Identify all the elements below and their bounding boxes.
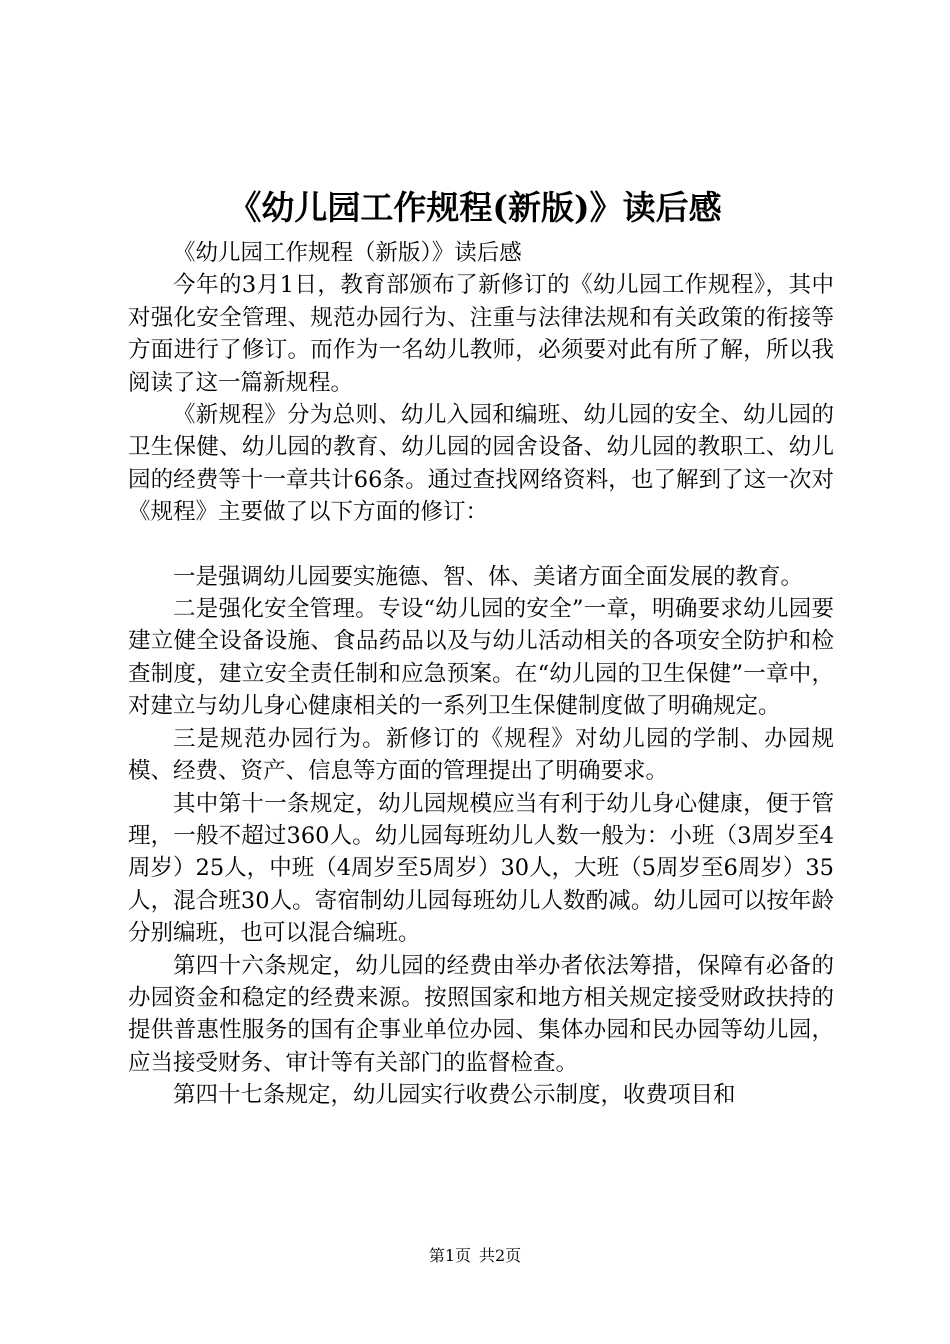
paragraph-article-46: 第四十六条规定，幼儿园的经费由举办者依法筹措，保障有必备的办园资金和稳定的经费来源。按照国家和地方相关规定接受财政扶持的提供普惠性服务的国有企事业单位办园、集体办园和民办园等幼儿园，应当接受财务、审计等有关部门的监督检查。	[128, 952, 834, 1076]
paragraph-article-47: 第四十七条规定，幼儿园实行收费公示制度，收费项目和	[173, 1082, 736, 1109]
paragraph-point-three: 三是规范办园行为。新修订的《规程》对幼儿园的学制、办园规模、经费、资产、信息等方面的管理提出了明确要求。	[128, 725, 834, 785]
document-title: 《幼儿园工作规程(新版)》读后感	[228, 188, 722, 227]
page-number: 第1页	[428, 1246, 471, 1265]
subtitle-paragraph: 《幼儿园工作规程（新版）》读后感	[173, 240, 522, 266]
paragraph-article-11: 其中第十一条规定，幼儿园规模应当有利于幼儿身心健康，便于管理，一般不超过360人。幼儿园每班幼儿人数一般为：小班（3周岁至4周岁）25人，中班（4周岁至5周岁）30人，大班（5周岁至6周岁）35人，混合班30人。寄宿制幼儿园每班幼儿人数酌减。幼儿园可以按年龄分别编班，也可以混合编班。	[128, 790, 834, 947]
paragraph-point-two: 二是强化安全管理。专设“幼儿园的安全”一章，明确要求幼儿园要建立健全设备设施、食品药品以及与幼儿活动相关的各项安全防护和检查制度，建立安全责任制和应急预案。在“幼儿园的卫生保健”一章中，对建立与幼儿身心健康相关的一系列卫生保健制度做了明确规定。	[128, 596, 834, 720]
page-total: 共2页	[479, 1246, 522, 1265]
paragraph-point-one: 一是强调幼儿园要实施德、智、体、美诸方面全面发展的教育。	[173, 563, 804, 590]
paragraph-structure: 《新规程》分为总则、幼儿入园和编班、幼儿园的安全、幼儿园的卫生保健、幼儿园的教育、幼儿园的园舍设备、幼儿园的教职工、幼儿园的经费等十一章共计66条。通过查找网络资料，也了解到了这一次对《规程》主要做了以下方面的修订：	[128, 402, 834, 526]
page-footer	[0, 1245, 950, 1267]
document-body	[128, 237, 834, 1112]
paragraph-intro: 今年的3月1日，教育部颁布了新修订的《幼儿园工作规程》，其中对强化安全管理、规范办园行为、注重与法律法规和有关政策的衔接等方面进行了修订。而作为一名幼儿教师，必须要对此有所了解，所以我阅读了这一篇新规程。	[128, 272, 834, 396]
